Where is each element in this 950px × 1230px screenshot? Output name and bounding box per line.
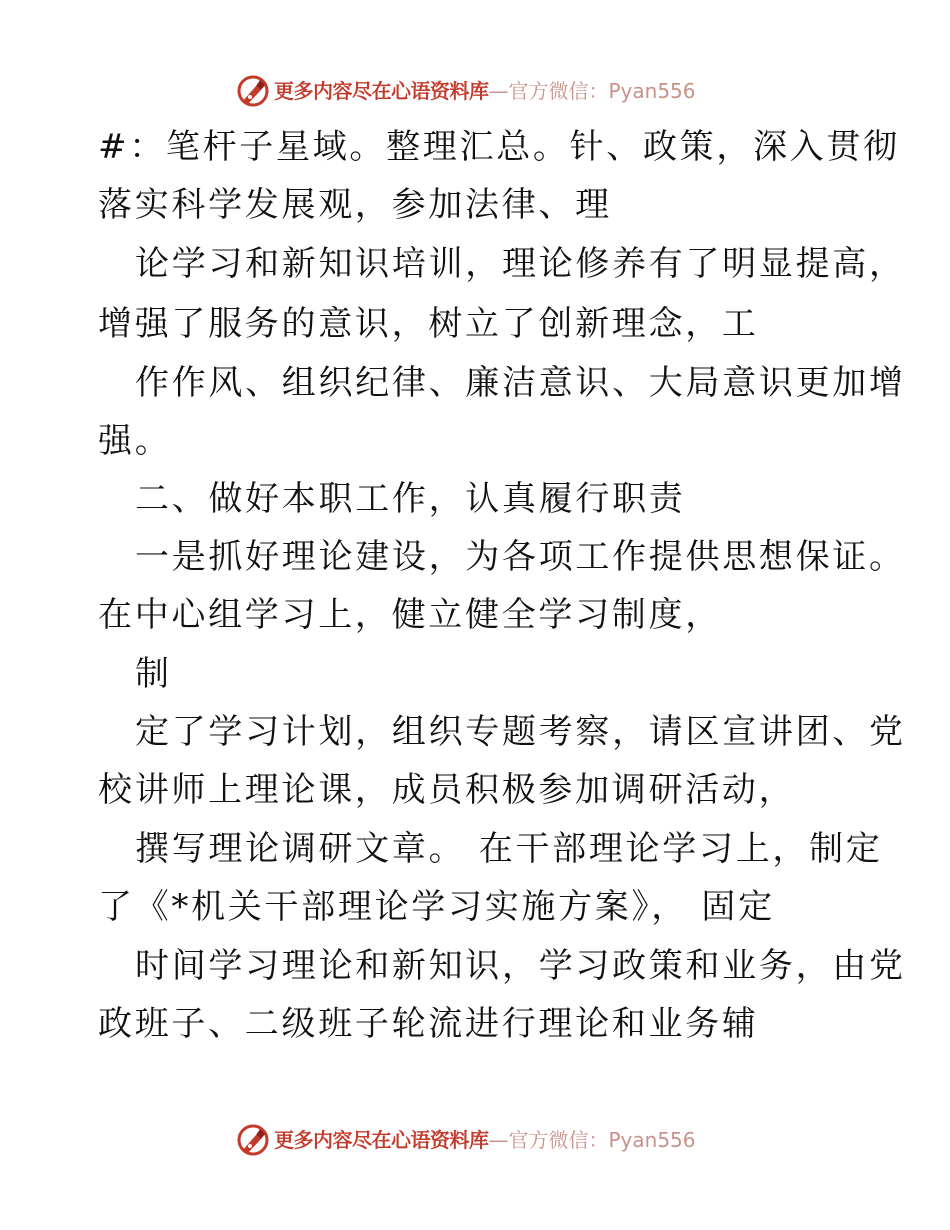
- footer-watermark-banner: [0, 1120, 950, 1160]
- text-line: 撰写理论调研文章。 在干部理论学习上，制定: [135, 829, 883, 869]
- text-line: 强。: [98, 421, 172, 461]
- text-line: 时间学习理论和新知识，学习政策和业务，由党: [135, 946, 906, 986]
- text-line: 增强了服务的意识，树立了创新理念，工: [98, 304, 759, 344]
- text-line: 作作风、组织纪律、廉洁意识、大局意识更加增: [135, 363, 906, 403]
- text-line: 论学习和新知识培训，理论修养有了明显提高，: [135, 244, 906, 284]
- text-line: 了《*机关干部理论学习实施方案》， 固定: [98, 887, 775, 927]
- watermark-text: [274, 1126, 696, 1154]
- text-line: 一是抓好理论建设，为各项工作提供思想保证。: [135, 537, 906, 577]
- pen-nib-logo-icon: [236, 1123, 270, 1157]
- library-name: 更多内容尽在心语资料库: [274, 79, 489, 103]
- text-line: 定了学习计划，组织专题考察，请区宣讲团、党: [135, 712, 906, 752]
- text-line: 制: [135, 654, 172, 694]
- library-name: 更多内容尽在心语资料库: [274, 1128, 489, 1152]
- wechat-contact: —官方微信：Pyan556: [488, 1128, 696, 1152]
- text-line: 落实科学发展观，参加法律、理: [98, 185, 612, 225]
- wechat-contact: —官方微信：Pyan556: [488, 79, 696, 103]
- text-line: #：笔杆子星域。整理汇总。针、政策，深入贯彻: [98, 127, 900, 167]
- text-line: 校讲师上理论课，成员积极参加调研活动，: [98, 770, 796, 810]
- section-heading: 二、做好本职工作，认真履行职责: [135, 479, 686, 519]
- text-line: 政班子、二级班子轮流进行理论和业务辅: [98, 1004, 759, 1044]
- text-line: 在中心组学习上，健立健全学习制度，: [98, 595, 722, 635]
